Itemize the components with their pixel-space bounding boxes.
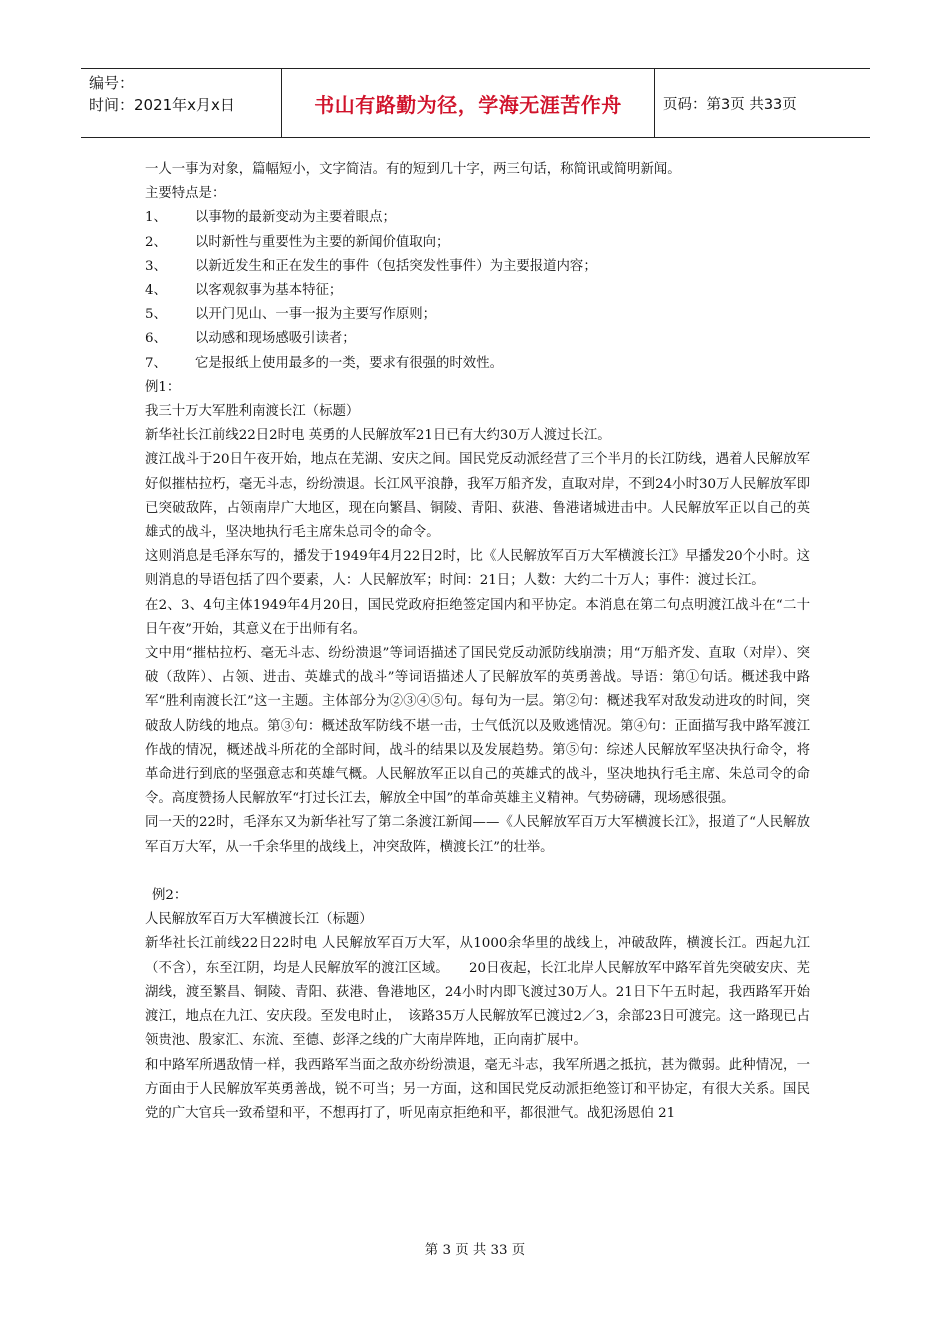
document-body [145, 158, 810, 1126]
example2-label: 例2： [152, 888, 188, 904]
example1-paragraph: 同一天的22时，毛泽东又为新华社写了第二条渡江新闻——《人民解放军百万大军横渡长江》，报道了“人民解放军百万大军，从一千余华里的战线上，冲突敌阵，横渡长江”的壮举。 [145, 815, 810, 855]
header-page-info: 页码：第3页 共33页 [663, 96, 797, 113]
document-date-label: 时间：2021年x月x日 [89, 96, 235, 114]
intro-paragraph: 一人一事为对象，篇幅短小，文字简洁。有的短到几十字，两三句话，称简讯或简明新闻。 [145, 162, 681, 177]
page-header [81, 68, 870, 138]
footer-page-number: 第 3 页 共 33 页 [424, 1243, 526, 1258]
example1-paragraph: 新华社长江前线22日2时电 英勇的人民解放军21日已有大约30万人渡过长江。 [145, 428, 611, 444]
example1-title: 我三十万大军胜利南渡长江（标题） [145, 404, 360, 420]
feature-item: 4、 以客观叙事为基本特征； [145, 283, 343, 299]
feature-item: 1、 以事物的最新变动为主要着眼点； [145, 210, 396, 226]
features-title: 主要特点是： [145, 186, 226, 202]
example2-paragraph: 和中路军所遇敌情一样，我西路军当面之敌亦纷纷溃退，毫无斗志，我军所遇之抵抗，甚为微弱。此种情况，一方面由于人民解放军英勇善战，锐不可当；另一方面，这和国民党反动派拒绝签订和平协定，有很大关系。国民党的广大官兵一致希望和平，不想再打了，听见南京拒绝和平，都很泄气。战犯汤恩伯 21 [145, 1057, 810, 1121]
feature-item: 7、 它是报纸上使用最多的一类，要求有很强的时效性。 [145, 355, 503, 371]
feature-item: 6、 以动感和现场感吸引读者； [145, 331, 356, 347]
example2-title: 人民解放军百万大军横渡长江（标题） [145, 912, 373, 928]
example1-label: 例1： [145, 379, 181, 395]
header-meta-cell [81, 69, 282, 137]
feature-item: 5、 以开门见山、一事一报为主要写作原则； [145, 307, 437, 323]
feature-item: 3、 以新近发生和正在发生的事件（包括突发性事件）为主要报道内容； [145, 258, 597, 274]
example1-paragraph: 在2、3、4句主体1949年4月20日，国民党政府拒绝签定国内和平协定。本消息在第二句点明渡江战斗在“二十日午夜”开始，其意义在于出师有名。 [145, 597, 810, 637]
document-number-label: 编号： [89, 74, 135, 92]
example1-paragraph: 渡江战斗于20日午夜开始，地点在芜湖、安庆之间。国民党反动派经营了三个半月的长江防线，遇着人民解放军好似摧枯拉朽，毫无斗志，纷纷溃退。长江风平浪静，我军万船齐发，直取对岸，不到24小时30万人民解放军即已突破敌阵，占领南岸广大地区，现在向繁昌、铜陵、青阳、荻港、鲁港诸城进击中。人民解放军正以自己的英雄式的战斗，坚决地执行毛主席朱总司令的命令。 [145, 452, 810, 541]
example1-paragraph: 这则消息是毛泽东写的，播发于1949年4月22日2时，比《人民解放军百万大军横渡长江》早播发20个小时。这则消息的导语包括了四个要素，人：人民解放军；时间：21日；人数：大约二十万人；事件：渡过长江。 [145, 549, 810, 589]
header-motto: 书山有路勤为径，学海无涯苦作舟 [282, 69, 655, 137]
feature-item: 2、 以时新性与重要性为主要的新闻价值取向； [145, 234, 450, 250]
example2-paragraph: 新华社长江前线22日22时电 人民解放军百万大军，从1000余华里的战线上，冲破敌阵，横渡长江。西起九江（不含），东至江阴，均是人民解放军的渡江区域。 20日夜起，长江北岸人民解放军中路军首先突破安庆、芜湖线，渡至繁昌、铜陵、青阳、荻港、鲁港地区，24小时内即飞渡过30万人。21日下午五时起，我西路军开始渡江，地点在九江、安庆段。至发电时止， 该路35万人民解放军已渡过2／3，余部23日可渡完。这一路现已占领贵池、殷家汇、东流、至德、彭泽之线的广大南岸阵地，正向南扩展中。 [145, 936, 810, 1049]
page-footer [0, 1239, 950, 1258]
spacer [145, 860, 810, 884]
example1-paragraph: 文中用“摧枯拉朽、毫无斗志、纷纷溃退”等词语描述了国民党反动派防线崩溃；用“万船齐发、直取（对岸）、突破（敌阵）、占领、进击、英雄式的战斗”等词语描述人了民解放军的英勇善战。导语：第①句话。概述我中路军“胜利南渡长江”这一主题。主体部分为②③④⑤句。每句为一层。第②句：概述我军对敌发动进攻的时间，突破敌人防线的地点。第③句：概述敌军防线不堪一击，士气低沉以及败逃情况。第④句：正面描写我中路军渡江作战的情况，概述战斗所花的全部时间，战斗的结果以及发展趋势。第⑤句：综述人民解放军坚决执行命令，将革命进行到底的坚强意志和英雄气概。人民解放军正以自己的英雄式的战斗，坚决地执行毛主席、朱总司令的命令。高度赞扬人民解放军“打过长江去，解放全中国”的革命英雄主义精神。气势磅礴，现场感很强。 [145, 646, 810, 807]
